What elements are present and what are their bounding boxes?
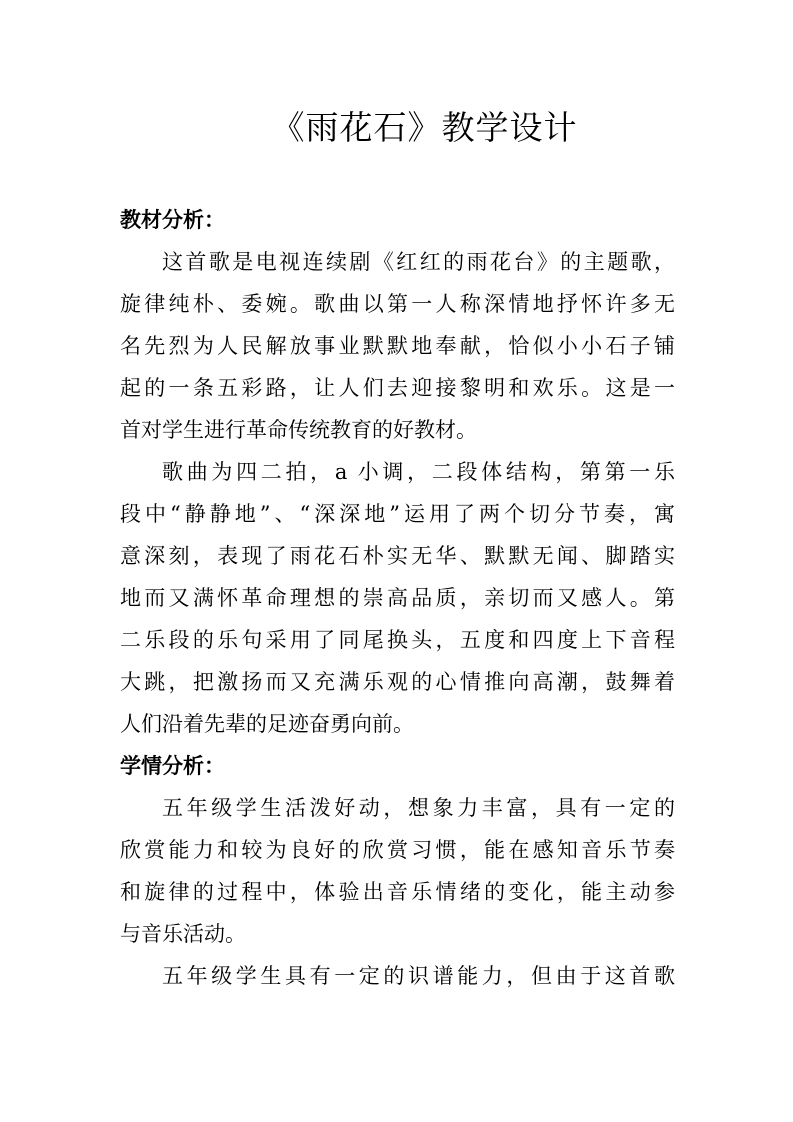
paragraph-line: 与音乐活动。 [120,922,246,946]
document-body [120,199,680,997]
paragraph-line: 地而又满怀革命理想的崇高品质，亲切而又感人。第 [120,586,675,610]
paragraph [120,955,680,997]
paragraph [120,451,680,745]
document-title: 《雨花石》教学设计 [271,108,578,147]
paragraph-line: 起的一条五彩路，让人们去迎接黎明和欢乐。这是一 [120,376,675,400]
paragraph-line: 人们沿着先辈的足迹奋勇向前。 [120,712,414,736]
paragraph-line: 旋律纯朴、委婉。歌曲以第一人称深情地抒怀许多无 [120,292,675,316]
paragraph-line: 五年级学生活泼好动，想象力丰富，具有一定的 [162,796,675,820]
paragraph-line: 大跳，把激扬而又充满乐观的心情推向高潮，鼓舞着 [120,670,675,694]
section-heading: 教材分析： [120,207,225,232]
paragraph-line: 歌曲为四二拍，a 小调，二段体结构，第第一乐 [162,460,675,484]
paragraph-line: 首对学生进行革命传统教育的好教材。 [120,418,477,442]
paragraph [120,241,680,451]
paragraph-line: 段中“静静地”、“深深地”运用了两个切分节奏，寓 [120,502,675,526]
paragraph-line: 这首歌是电视连续剧《红红的雨花台》的主题歌， [162,250,675,274]
paragraph-line: 和旋律的过程中，体验出音乐情绪的变化，能主动参 [120,880,675,904]
paragraph-line: 五年级学生具有一定的识谱能力，但由于这首歌 [162,964,675,988]
paragraph [120,787,680,955]
paragraph-line: 名先烈为人民解放事业默默地奉献，恰似小小石子铺 [120,334,675,358]
paragraph-line: 二乐段的乐句采用了同尾换头，五度和四度上下音程 [120,628,675,652]
section-heading: 学情分析： [120,753,225,778]
paragraph-line: 欣赏能力和较为良好的欣赏习惯，能在感知音乐节奏 [120,838,675,862]
paragraph-line: 意深刻，表现了雨花石朴实无华、默默无闻、脚踏实 [120,544,675,568]
